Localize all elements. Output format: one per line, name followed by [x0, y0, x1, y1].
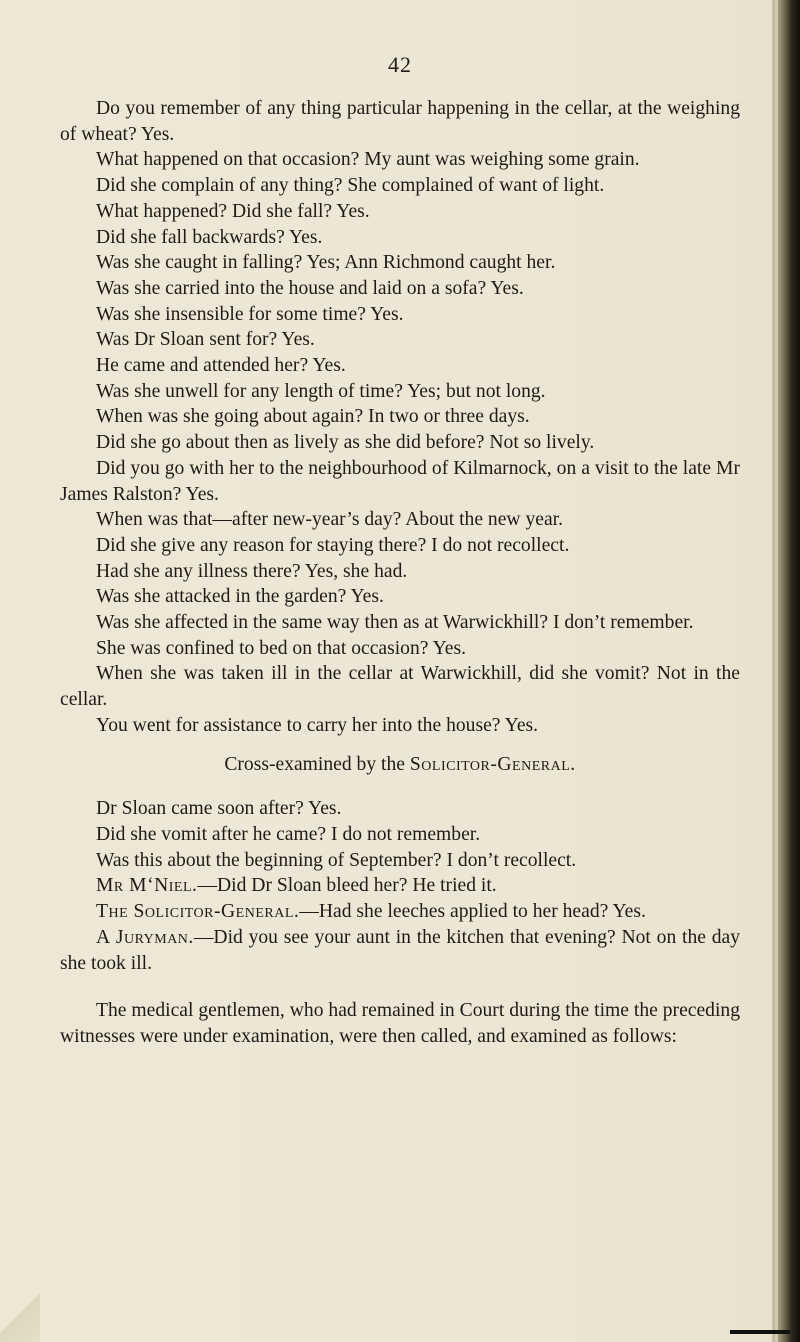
cross-line: Dr Sloan came soon after? Yes. [96, 798, 342, 820]
testimony-line: Did she go about then as lively as she did before? Not so lively. [96, 432, 595, 454]
speaker-name: The Solicitor-General. [96, 901, 300, 923]
testimony-line: Did she fall backwards? Yes. [96, 226, 323, 248]
testimony-line: You went for assistance to carry her into the house? Yes. [96, 714, 539, 736]
page-curl-shadow [0, 1272, 40, 1342]
cross-line [60, 873, 740, 899]
closing-paragraph: The medical gentlemen, who had remained in Court during the time the preceding witnesses were under examination, were then called, and examined as follows: [60, 1000, 740, 1047]
testimony-line: Was Dr Sloan sent for? Yes. [96, 329, 315, 351]
testimony-line: She was confined to bed on that occasion? Yes. [96, 637, 467, 659]
corner-shadow [730, 1330, 790, 1334]
spine-highlight [775, 0, 778, 1342]
cross-examination-heading [60, 752, 740, 778]
speaker-text: —Had she leeches applied to her head? Yes. [299, 901, 646, 923]
page-body [60, 96, 740, 1050]
testimony-line: Was she insensible for some time? Yes. [96, 303, 404, 325]
cross-line: Was this about the beginning of September? I don’t recollect. [96, 849, 577, 871]
cross-line [60, 899, 740, 925]
heading-prefix: Cross-examined by the [224, 753, 410, 775]
cross-line: Did she vomit after he came? I do not remember. [96, 823, 481, 845]
testimony-line: Did she complain of any thing? She complained of want of light. [96, 175, 605, 197]
testimony-line: Was she attacked in the garden? Yes. [96, 586, 384, 608]
speaker-text: —Did you see your aunt in the kitchen that evening? Not on the day she took ill. [60, 926, 741, 974]
testimony-line: Do you remember of any thing particular happening in the cellar, at the weighing of wheat? Yes. [60, 98, 740, 145]
testimony-line: Had she any illness there? Yes, she had. [96, 560, 408, 582]
testimony-line: When she was taken ill in the cellar at Warwickhill, did she vomit? Not in the cellar. [60, 663, 740, 711]
testimony-line: What happened? Did she fall? Yes. [96, 200, 370, 222]
testimony-line: He came and attended her? Yes. [96, 355, 346, 377]
testimony-line: What happened on that occasion? My aunt was weighing some grain. [96, 149, 640, 171]
speaker-text: —Did Dr Sloan bleed her? He tried it. [197, 875, 497, 897]
page-number: 42 [388, 52, 412, 77]
testimony-line: Was she carried into the house and laid on a sofa? Yes. [96, 277, 524, 299]
speaker-name: Mr M‘Niel. [96, 875, 198, 897]
testimony-line: When was she going about again? In two or three days. [96, 406, 530, 428]
testimony-line: Was she affected in the same way then as at Warwickhill? I don’t remember. [96, 612, 694, 634]
heading-examiner: Solicitor-General. [409, 753, 576, 775]
cross-line [60, 925, 740, 976]
testimony-line: Did you go with her to the neighbourhood of Kilmarnock, on a visit to the late Mr James Ralston? Yes. [60, 457, 740, 505]
testimony-line: When was that—after new-year’s day? About the new year. [96, 509, 563, 531]
speaker-name: A Juryman. [96, 926, 194, 948]
testimony-line: Was she unwell for any length of time? Yes; but not long. [96, 380, 546, 402]
testimony-line: Did she give any reason for staying there? I do not recollect. [96, 534, 570, 556]
testimony-line: Was she caught in falling? Yes; Ann Richmond caught her. [96, 252, 556, 274]
